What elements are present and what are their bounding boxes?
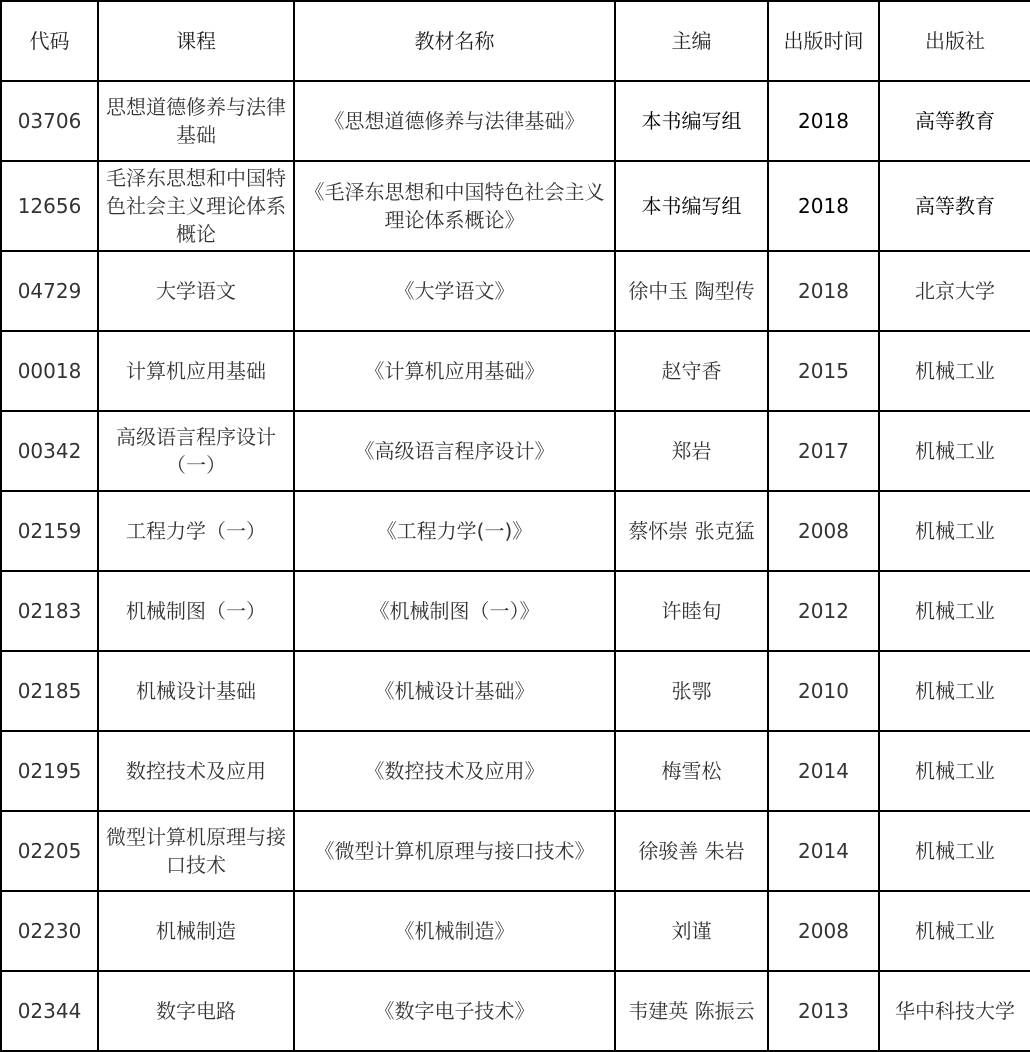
code-cell: 02344 [1, 971, 98, 1051]
editor-cell: 许睦旬 [615, 571, 768, 651]
course-cell: 微型计算机原理与接口技术 [98, 811, 294, 891]
publisher-cell: 华中科技大学 [879, 971, 1030, 1051]
editor-cell: 蔡怀崇 张克猛 [615, 491, 768, 571]
header-editor: 主编 [615, 1, 768, 81]
code-cell: 12656 [1, 161, 98, 251]
publisher-cell: 机械工业 [879, 651, 1030, 731]
table-row [1, 251, 1030, 331]
editor-cell: 梅雪松 [615, 731, 768, 811]
course-cell: 高级语言程序设计（一） [98, 411, 294, 491]
year-cell: 2013 [768, 971, 879, 1051]
year-cell: 2014 [768, 811, 879, 891]
course-cell: 大学语文 [98, 251, 294, 331]
code-cell: 02195 [1, 731, 98, 811]
table-header-row [1, 1, 1030, 81]
year-cell: 2018 [768, 81, 879, 161]
book-cell: 《大学语文》 [294, 251, 615, 331]
course-cell: 机械制图（一） [98, 571, 294, 651]
code-cell: 03706 [1, 81, 98, 161]
book-cell: 《微型计算机原理与接口技术》 [294, 811, 615, 891]
book-cell: 《工程力学(一)》 [294, 491, 615, 571]
table-row [1, 331, 1030, 411]
editor-cell: 徐骏善 朱岩 [615, 811, 768, 891]
publisher-cell: 机械工业 [879, 491, 1030, 571]
book-cell: 《计算机应用基础》 [294, 331, 615, 411]
course-cell: 计算机应用基础 [98, 331, 294, 411]
table-row [1, 731, 1030, 811]
book-cell: 《高级语言程序设计》 [294, 411, 615, 491]
table-row [1, 971, 1030, 1051]
year-cell: 2008 [768, 491, 879, 571]
publisher-cell: 机械工业 [879, 891, 1030, 971]
course-cell: 机械制造 [98, 891, 294, 971]
code-cell: 02230 [1, 891, 98, 971]
course-cell: 机械设计基础 [98, 651, 294, 731]
code-cell: 00018 [1, 331, 98, 411]
editor-cell: 徐中玉 陶型传 [615, 251, 768, 331]
code-cell: 02205 [1, 811, 98, 891]
table-row [1, 161, 1030, 251]
publisher-cell: 高等教育 [879, 161, 1030, 251]
code-cell: 00342 [1, 411, 98, 491]
code-cell: 04729 [1, 251, 98, 331]
year-cell: 2008 [768, 891, 879, 971]
editor-cell: 韦建英 陈振云 [615, 971, 768, 1051]
table-row [1, 651, 1030, 731]
course-cell: 思想道德修养与法律基础 [98, 81, 294, 161]
year-cell: 2010 [768, 651, 879, 731]
header-publisher: 出版社 [879, 1, 1030, 81]
course-cell: 数控技术及应用 [98, 731, 294, 811]
header-course: 课程 [98, 1, 294, 81]
code-cell: 02183 [1, 571, 98, 651]
publisher-cell: 机械工业 [879, 331, 1030, 411]
editor-cell: 本书编写组 [615, 81, 768, 161]
table-row [1, 491, 1030, 571]
year-cell: 2015 [768, 331, 879, 411]
table-row [1, 811, 1030, 891]
table-row [1, 81, 1030, 161]
year-cell: 2014 [768, 731, 879, 811]
year-cell: 2012 [768, 571, 879, 651]
table-row [1, 891, 1030, 971]
book-cell: 《数字电子技术》 [294, 971, 615, 1051]
editor-cell: 本书编写组 [615, 161, 768, 251]
book-cell: 《毛泽东思想和中国特色社会主义理论体系概论》 [294, 161, 615, 251]
year-cell: 2018 [768, 161, 879, 251]
header-year: 出版时间 [768, 1, 879, 81]
editor-cell: 刘谨 [615, 891, 768, 971]
book-cell: 《机械制造》 [294, 891, 615, 971]
book-cell: 《数控技术及应用》 [294, 731, 615, 811]
year-cell: 2017 [768, 411, 879, 491]
year-cell: 2018 [768, 251, 879, 331]
header-code: 代码 [1, 1, 98, 81]
book-cell: 《机械制图（一）》 [294, 571, 615, 651]
code-cell: 02185 [1, 651, 98, 731]
publisher-cell: 北京大学 [879, 251, 1030, 331]
editor-cell: 郑岩 [615, 411, 768, 491]
code-cell: 02159 [1, 491, 98, 571]
course-cell: 毛泽东思想和中国特色社会主义理论体系概论 [98, 161, 294, 251]
publisher-cell: 机械工业 [879, 571, 1030, 651]
table-row [1, 411, 1030, 491]
publisher-cell: 机械工业 [879, 731, 1030, 811]
course-cell: 数字电路 [98, 971, 294, 1051]
editor-cell: 张鄂 [615, 651, 768, 731]
publisher-cell: 机械工业 [879, 411, 1030, 491]
book-cell: 《机械设计基础》 [294, 651, 615, 731]
publisher-cell: 高等教育 [879, 81, 1030, 161]
publisher-cell: 机械工业 [879, 811, 1030, 891]
book-cell: 《思想道德修养与法律基础》 [294, 81, 615, 161]
header-book: 教材名称 [294, 1, 615, 81]
editor-cell: 赵守香 [615, 331, 768, 411]
table-row [1, 571, 1030, 651]
course-cell: 工程力学（一） [98, 491, 294, 571]
